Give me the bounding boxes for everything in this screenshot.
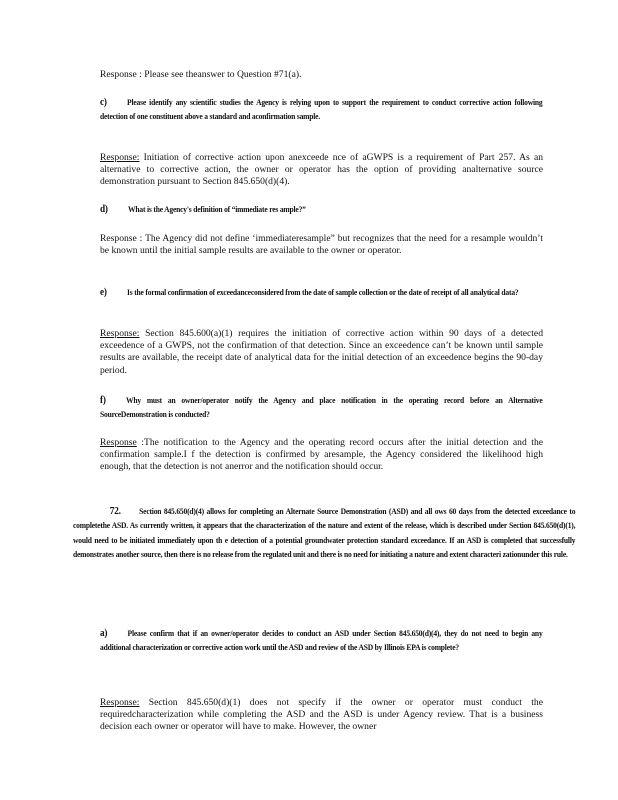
response-label: Response [100,69,137,80]
response-text: : Please see theanswer to Question #71(a). [136,69,302,80]
question-c [100,96,543,125]
response-text: :The notification to the Agency and the operating record occurs after the initial detection and the confirmation sample.I f the detection is confirmed by aresample, the Agency considered the likelihood high enough, that the detection is not anerror and the notification should occur. [100,437,543,473]
response-text: Section 845.600(a)(1) requires the initiation of corrective action within 90 days of a detected exceedence of a GWPS, not the confirmation of that detection. Since an exceedence can’t be known until sample results are available, the receipt date of analytical data for the initial detection of an exceedence begins the 90-day period. [100,328,543,376]
question-e [100,286,543,300]
response-label: Response: [100,697,140,708]
question-letter: a) [100,628,108,639]
question-text: Section 845.650(d)(4) allows for completing an Alternate Source Demonstration (ASD) and all ows 60 days from the detected exceedance to completethe ASD. As currently written, it appears that the characterization of the nature and extent of the release, which is described under Section 845.650(d)(1), would need to be initiated immediately upon th e detection of a potential groundwater protection standard exceedance. If an ASD is completed that successfully demonstrates another source, then there is no release from the regulated unit and there is no need for initiating a nature and extent characteri zationunder this rule. [73,507,576,560]
question-letter: e) [100,287,107,298]
response-e [100,328,543,377]
response-text: Initiation of corrective action upon anexceede nce of aGWPS is a requirement of Part 257. As an alternative to corrective action, the owner or operator has the option of providing analternative source demonstration pursuant to Section 845.650(d)(4). [100,152,543,188]
question-text: Why must an owner/operator notify the Agency and place notification in the operating record before an Alternative SourceDemonstration is conducted? [100,396,543,420]
response-label: Response: [100,328,140,339]
question-letter: d) [100,204,108,215]
response-label: Response [100,437,137,448]
question-text: Is the formal confirmation of exceedanceconsidered from the date of sample collection or the date of receipt of all analytical data? [127,288,519,297]
question-72 [73,505,575,563]
question-text: Please identify any scientific studies the Agency is relying upon to support the requirement to conduct corrective action following detection of one constituent above a standard and aconfirmation sample. [100,98,543,122]
question-letter: f) [100,395,106,406]
response-d [100,233,543,257]
question-d [100,203,543,217]
question-72a [100,627,543,656]
response-text: Section 845.650(d)(1) does not specify if the owner or operator must conduct the requiredcharacterization while completing the ASD and the ASD is under Agency review. That is a business decision each owner or operator will have to make. However, the owner [100,697,543,733]
question-letter: c) [100,97,107,108]
response-72a [100,697,543,734]
question-number: 72. [109,506,121,517]
question-text: What is the Agency's definition of “immediate res ample?” [128,205,306,214]
question-text: Please confirm that if an owner/operator decides to conduct an ASD under Section 845.650(d)(4), they do not need to begin any additional characterization or corrective action work until the ASD and review of the ASD by Illinois EPA is complete? [100,629,543,653]
response-71 [100,69,543,81]
response-label: Response [100,233,137,244]
response-f [100,437,543,474]
response-text: : The Agency did not define ‘immediateresample” but recognizes that the need for a resample wouldn’t be known until the initial sample results are available to the owner or operator. [100,233,543,257]
response-c [100,152,543,189]
question-f [100,394,543,423]
response-label: Response: [100,152,140,163]
